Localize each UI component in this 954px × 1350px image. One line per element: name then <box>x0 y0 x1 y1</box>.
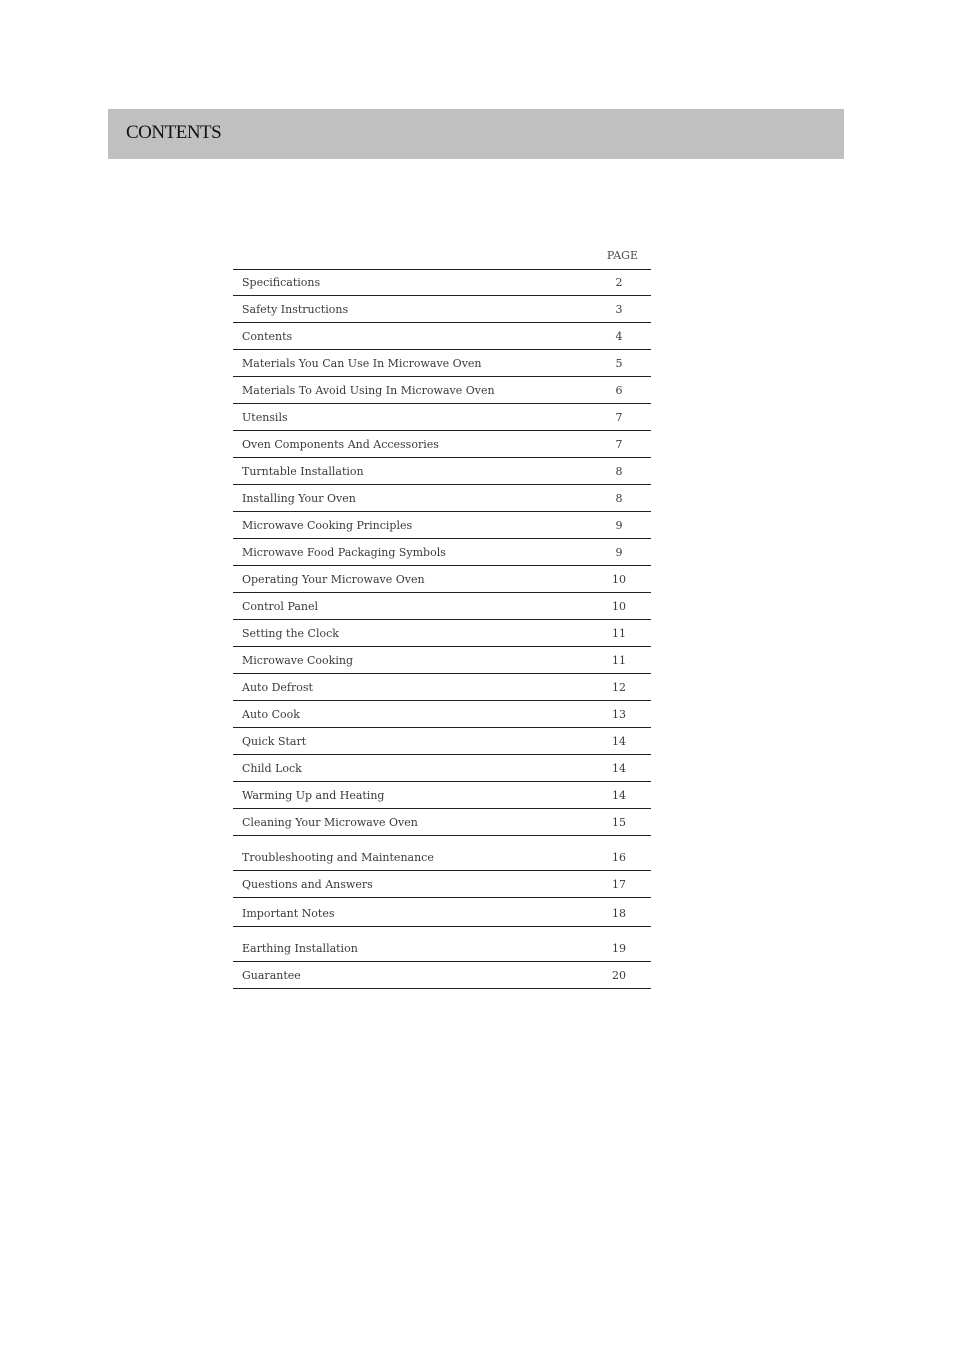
toc-entry-page: 3 <box>615 303 623 316</box>
toc-row <box>233 431 651 458</box>
toc-entry-page: 4 <box>615 330 623 343</box>
toc-row <box>233 674 651 701</box>
toc-entry-label: Installing Your Oven <box>242 492 356 505</box>
toc-row <box>233 871 651 898</box>
toc-entry-page: 15 <box>612 816 626 829</box>
toc-row <box>233 350 651 377</box>
toc-row <box>233 593 651 620</box>
toc-row <box>233 566 651 593</box>
toc-entry-label: Child Lock <box>242 762 302 775</box>
toc-entry-label: Turntable Installation <box>242 465 364 478</box>
toc-row <box>233 898 651 927</box>
toc-entry-page: 19 <box>612 942 626 955</box>
toc-row <box>233 962 651 989</box>
toc-row <box>233 323 651 350</box>
toc-row <box>233 809 651 836</box>
toc-entry-page: 10 <box>612 600 626 613</box>
toc-entry-page: 5 <box>615 357 623 370</box>
toc-row <box>233 377 651 404</box>
toc-entry-label: Cleaning Your Microwave Oven <box>242 816 418 829</box>
toc-entry-label: Operating Your Microwave Oven <box>242 573 425 586</box>
toc-entry-page: 16 <box>612 851 626 864</box>
toc-entry-label: Warming Up and Heating <box>242 789 385 802</box>
toc-entry-page: 14 <box>612 789 626 802</box>
toc-entry-label: Earthing Installation <box>242 942 358 955</box>
toc-entry-page: 11 <box>612 654 626 667</box>
toc-entry-page: 10 <box>612 573 626 586</box>
toc-entry-label: Auto Cook <box>242 708 300 721</box>
contents-header-band <box>108 109 844 159</box>
toc-entry-label: Microwave Cooking Principles <box>242 519 413 532</box>
toc-entry-label: Safety Instructions <box>242 303 349 316</box>
toc-row <box>233 539 651 566</box>
page-title: CONTENTS <box>126 122 222 143</box>
toc-entry-label: Guarantee <box>242 969 301 982</box>
toc-row <box>233 296 651 323</box>
toc-entry-label: Oven Components And Accessories <box>242 438 439 451</box>
toc-row <box>233 701 651 728</box>
toc-entry-label: Setting the Clock <box>242 627 339 640</box>
toc-entry-label: Auto Defrost <box>242 681 313 694</box>
toc-entry-label: Microwave Cooking <box>242 654 353 667</box>
toc-row <box>233 728 651 755</box>
toc-entry-label: Utensils <box>242 411 288 424</box>
toc-row <box>233 620 651 647</box>
toc-entry-page: 12 <box>612 681 626 694</box>
toc-entry-page: 20 <box>612 969 626 982</box>
toc-entry-label: Quick Start <box>242 735 307 748</box>
toc-entry-label: Microwave Food Packaging Symbols <box>242 546 446 559</box>
toc-row <box>233 755 651 782</box>
toc-entry-page: 14 <box>612 762 626 775</box>
toc-row <box>233 927 651 962</box>
toc-entry-label: Contents <box>242 330 293 343</box>
toc-entry-page: 18 <box>612 907 626 920</box>
toc-row <box>233 647 651 674</box>
toc-row <box>233 485 651 512</box>
toc-entry-label: Materials You Can Use In Microwave Oven <box>242 357 482 370</box>
toc-entry-page: 6 <box>615 384 623 397</box>
toc-row <box>233 782 651 809</box>
toc-entry-page: 13 <box>612 708 626 721</box>
toc-entry-page: 8 <box>615 492 623 505</box>
toc-entry-label: Specifications <box>242 276 321 289</box>
toc-entry-label: Control Panel <box>242 600 319 613</box>
toc-entry-page: 8 <box>615 465 623 478</box>
toc-entry-page: 17 <box>612 878 626 891</box>
toc-row <box>233 458 651 485</box>
toc-entry-page: 14 <box>612 735 626 748</box>
toc-row <box>233 836 651 871</box>
toc-entry-page: 9 <box>615 519 623 532</box>
page-column-label: PAGE <box>606 249 638 262</box>
page-column-header <box>233 243 651 270</box>
toc-row <box>233 512 651 539</box>
toc-entry-label: Important Notes <box>242 907 335 920</box>
toc-row <box>233 404 651 431</box>
toc-entry-page: 9 <box>615 546 623 559</box>
toc-entry-page: 7 <box>615 438 623 451</box>
toc-entry-page: 7 <box>615 411 623 424</box>
table-of-contents <box>233 243 651 989</box>
toc-entry-label: Questions and Answers <box>242 878 373 891</box>
toc-entry-label: Materials To Avoid Using In Microwave Oven <box>242 384 495 397</box>
toc-row <box>233 270 651 296</box>
toc-entry-page: 2 <box>615 276 623 289</box>
toc-entry-page: 11 <box>612 627 626 640</box>
toc-entry-label: Troubleshooting and Maintenance <box>242 851 434 864</box>
